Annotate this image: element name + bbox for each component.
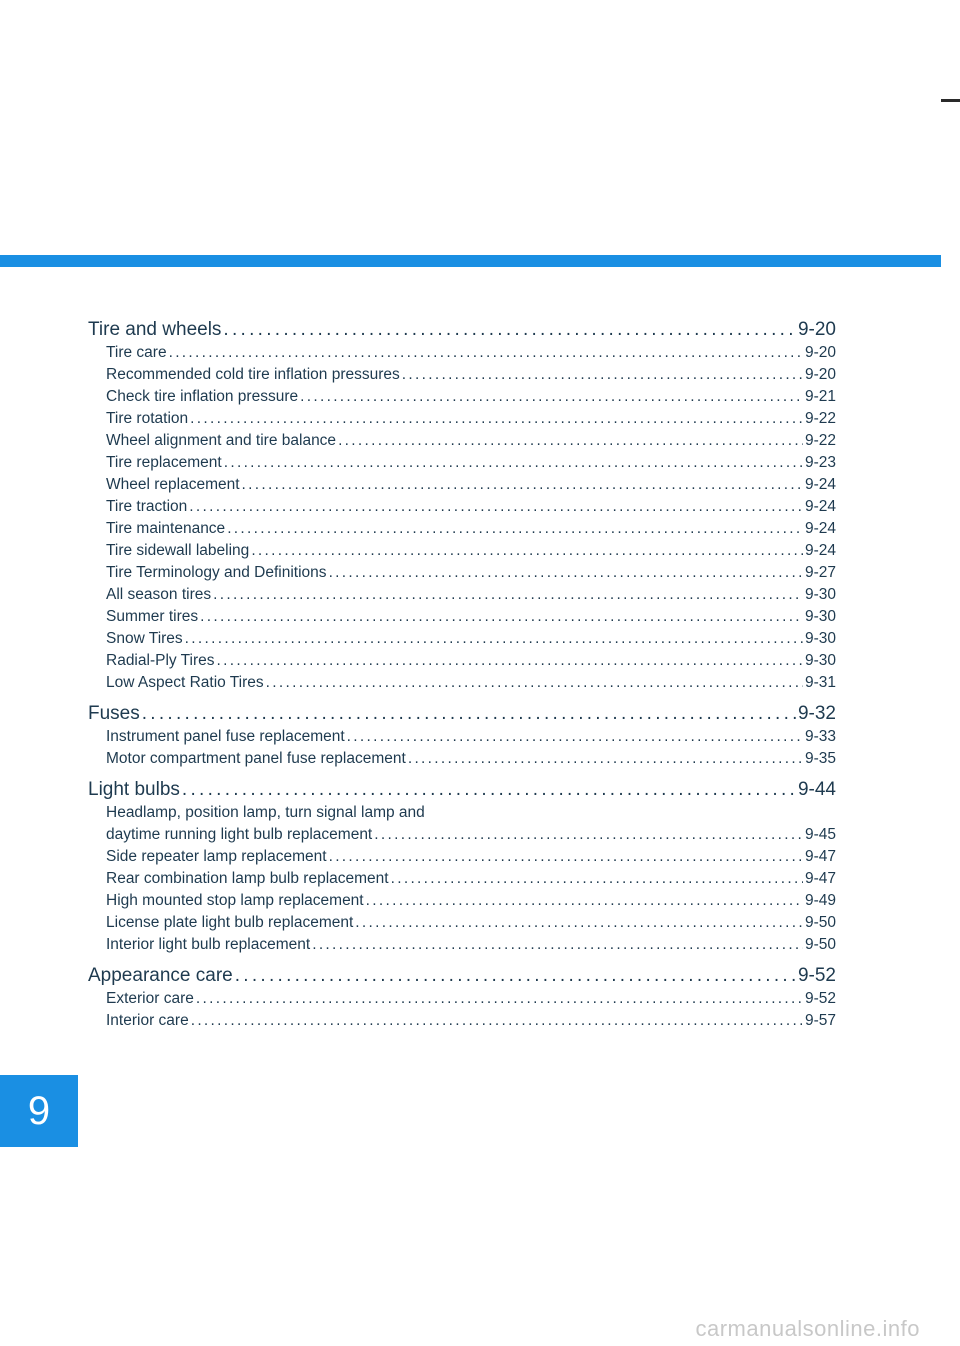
toc-section[interactable] — [88, 702, 836, 726]
toc-section-title: Tire and wheels — [88, 319, 222, 340]
toc-entry[interactable] — [88, 496, 836, 518]
toc-entry[interactable] — [88, 540, 836, 562]
toc-entry-label: Wheel alignment and tire balance — [106, 432, 337, 449]
toc-entry[interactable] — [88, 518, 836, 540]
toc-entry[interactable] — [88, 364, 836, 386]
dot-leader — [374, 824, 803, 846]
toc-entry-label: Check tire inflation pressure — [106, 388, 299, 405]
toc-section[interactable] — [88, 964, 836, 988]
dot-leader — [312, 934, 803, 956]
dot-leader — [223, 318, 796, 342]
dot-leader — [182, 778, 796, 802]
toc-entry[interactable] — [88, 672, 836, 694]
toc-section-title: Light bulbs — [88, 779, 180, 800]
toc-entry-label: Exterior care — [106, 990, 194, 1007]
dot-leader — [329, 846, 803, 868]
dot-leader — [227, 518, 803, 540]
dot-leader — [185, 628, 803, 650]
page-number: 9-45 — [804, 826, 836, 843]
toc-entry[interactable] — [88, 606, 836, 628]
dot-leader — [408, 748, 803, 770]
dot-leader — [300, 386, 803, 408]
toc-entry-label: Motor compartment panel fuse replacement — [106, 750, 406, 767]
toc-entry-label: Tire Terminology and Definitions — [106, 564, 327, 581]
toc-entry[interactable] — [88, 890, 836, 912]
page-number: 9-52 — [804, 990, 836, 1007]
toc-entry-label: Summer tires — [106, 608, 199, 625]
dot-leader — [235, 964, 796, 988]
dot-leader — [200, 606, 803, 628]
dot-leader — [142, 702, 796, 726]
toc-entry[interactable] — [88, 342, 836, 364]
toc-entry[interactable] — [88, 824, 836, 846]
dot-leader — [242, 474, 803, 496]
toc-entry-label: Tire care — [106, 344, 167, 361]
toc-entry-label: License plate light bulb replacement — [106, 914, 354, 931]
toc-entry[interactable] — [88, 1010, 836, 1032]
toc-entry[interactable] — [88, 846, 836, 868]
toc-section-title: Fuses — [88, 703, 140, 724]
toc-entry-label: Tire rotation — [106, 410, 189, 427]
toc-entry[interactable] — [88, 562, 836, 584]
page-number: 9-27 — [804, 564, 836, 581]
table-of-contents — [88, 318, 836, 1032]
page-number: 9-47 — [804, 870, 836, 887]
page-number: 9-52 — [797, 965, 836, 986]
toc-entry-label: Snow Tires — [106, 630, 183, 647]
toc-entry-label: Interior care — [106, 1012, 189, 1029]
dot-leader — [224, 452, 803, 474]
page-number: 9-57 — [804, 1012, 836, 1029]
toc-section-title: Appearance care — [88, 965, 233, 986]
toc-entry-label: Instrument panel fuse replacement — [106, 728, 345, 745]
dot-leader — [366, 890, 803, 912]
page-number: 9-49 — [804, 892, 836, 909]
dot-leader — [355, 912, 803, 934]
page-number: 9-44 — [797, 779, 836, 800]
dot-leader — [402, 364, 803, 386]
page-number: 9-30 — [804, 608, 836, 625]
chapter-tab[interactable] — [0, 1075, 78, 1147]
toc-entry-label: Tire traction — [106, 498, 188, 515]
dot-leader — [169, 342, 803, 364]
toc-entry-label: Wheel replacement — [106, 476, 240, 493]
toc-entry-label: Rear combination lamp bulb replacement — [106, 870, 389, 887]
toc-entry-label: Headlamp, position lamp, turn signal lamp and — [106, 804, 425, 821]
header-rule — [0, 255, 941, 267]
toc-entry[interactable] — [88, 912, 836, 934]
page-number: 9-30 — [804, 630, 836, 647]
page-number: 9-30 — [804, 586, 836, 603]
toc-entry[interactable] — [88, 650, 836, 672]
dot-leader — [190, 408, 803, 430]
page-number: 9-31 — [804, 674, 836, 691]
toc-entry-label: Tire replacement — [106, 454, 222, 471]
toc-entry-label: Interior light bulb replacement — [106, 936, 311, 953]
toc-entry-label: Tire sidewall labeling — [106, 542, 250, 559]
page-number: 9-20 — [804, 366, 836, 383]
page-number: 9-50 — [804, 914, 836, 931]
toc-entry-label: Recommended cold tire inflation pressures — [106, 366, 400, 383]
page-number: 9-24 — [804, 542, 836, 559]
page-number: 9-23 — [804, 454, 836, 471]
toc-entry[interactable] — [88, 408, 836, 430]
toc-entry[interactable] — [88, 726, 836, 748]
dot-leader — [251, 540, 803, 562]
toc-entry[interactable] — [88, 988, 836, 1010]
toc-entry-continued — [88, 802, 836, 824]
toc-entry[interactable] — [88, 628, 836, 650]
toc-entry-label: Radial-Ply Tires — [106, 652, 215, 669]
page-number: 9-32 — [797, 703, 836, 724]
page-number: 9-30 — [804, 652, 836, 669]
toc-entry-label: High mounted stop lamp replacement — [106, 892, 364, 909]
toc-entry[interactable] — [88, 474, 836, 496]
toc-entry[interactable] — [88, 584, 836, 606]
toc-entry[interactable] — [88, 386, 836, 408]
toc-entry-label: Side repeater lamp replacement — [106, 848, 327, 865]
toc-entry[interactable] — [88, 868, 836, 890]
toc-entry[interactable] — [88, 452, 836, 474]
dot-leader — [329, 562, 803, 584]
page-number: 9-22 — [804, 432, 836, 449]
dot-leader — [217, 650, 803, 672]
toc-entry-label: All season tires — [106, 586, 212, 603]
toc-entry[interactable] — [88, 748, 836, 770]
page-number: 9-50 — [804, 936, 836, 953]
chapter-number: 9 — [27, 1088, 51, 1133]
page-number: 9-35 — [804, 750, 836, 767]
dot-leader — [347, 726, 803, 748]
dot-leader — [266, 672, 803, 694]
toc-entry[interactable] — [88, 934, 836, 956]
page-number: 9-33 — [804, 728, 836, 745]
dot-leader — [391, 868, 803, 890]
corner-mark — [941, 99, 960, 102]
toc-section[interactable] — [88, 318, 836, 342]
page-number: 9-24 — [804, 498, 836, 515]
dot-leader — [196, 988, 803, 1010]
page-number: 9-24 — [804, 476, 836, 493]
watermark: carmanualsonline.info — [695, 1316, 920, 1341]
page-number: 9-20 — [804, 344, 836, 361]
toc-entry-label: daytime running light bulb replacement — [106, 826, 373, 843]
page-number: 9-21 — [804, 388, 836, 405]
page-number: 9-47 — [804, 848, 836, 865]
dot-leader — [213, 584, 803, 606]
dot-leader — [191, 1010, 803, 1032]
page-number: 9-20 — [797, 319, 836, 340]
toc-section[interactable] — [88, 778, 836, 802]
dot-leader — [338, 430, 803, 452]
dot-leader — [189, 496, 803, 518]
toc-entry[interactable] — [88, 430, 836, 452]
toc-entry-label: Tire maintenance — [106, 520, 226, 537]
toc-entry-label: Low Aspect Ratio Tires — [106, 674, 264, 691]
page-number: 9-22 — [804, 410, 836, 427]
page-number: 9-24 — [804, 520, 836, 537]
